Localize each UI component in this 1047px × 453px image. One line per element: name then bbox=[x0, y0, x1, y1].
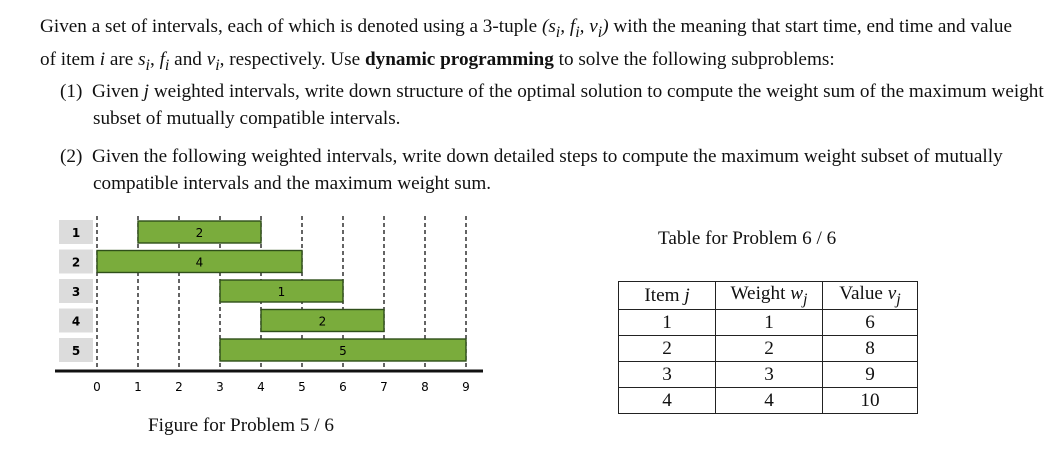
weight-value-table bbox=[618, 281, 918, 414]
row-label: 2 bbox=[71, 255, 81, 270]
table-row bbox=[619, 310, 918, 336]
subproblem-2: (2) Given the following weighted intervals, write down detailed steps to compute the maximum weight subset of mutually compatible intervals and the maximum weight sum. bbox=[60, 146, 1003, 194]
table-cell: 3 bbox=[619, 362, 716, 388]
header-item: Item j bbox=[619, 282, 716, 310]
x-tick-label: 1 bbox=[134, 380, 142, 394]
tuple-notation: ($s_i$, $f_i$, $v_i$) bbox=[541, 16, 609, 41]
table-row bbox=[619, 388, 918, 414]
interval-weight-label: 4 bbox=[195, 255, 204, 270]
row-label: 1 bbox=[71, 226, 81, 240]
dp-emphasis: dynamic programming bbox=[364, 48, 554, 70]
table-cell: 1 bbox=[716, 310, 823, 336]
x-tick-label: 7 bbox=[380, 380, 388, 394]
table-cell: 10 bbox=[823, 388, 918, 414]
x-tick-label: 8 bbox=[421, 380, 429, 394]
interval-weight-label: 1 bbox=[277, 285, 286, 299]
table-cell: 1 bbox=[619, 310, 716, 336]
row-label: 3 bbox=[71, 285, 81, 299]
x-tick-label: 4 bbox=[257, 380, 265, 394]
row-label: 4 bbox=[71, 314, 81, 329]
table-cell: 6 bbox=[823, 310, 918, 336]
table-cell: 4 bbox=[619, 388, 716, 414]
x-tick-label: 2 bbox=[175, 380, 183, 394]
interval-figure bbox=[55, 212, 495, 402]
x-tick-label: 6 bbox=[339, 380, 347, 394]
table-header-row bbox=[619, 282, 918, 310]
interval-weight-label: 5 bbox=[339, 344, 347, 358]
header-weight: Weight $w_j$ bbox=[716, 282, 823, 310]
header-value: Value $v_j$ bbox=[823, 282, 918, 310]
table-cell: 3 bbox=[716, 362, 823, 388]
table-caption: Table for Problem 6 / 6 bbox=[658, 228, 837, 249]
problem-intro: Given a set of intervals, each of which is denoted using a 3-tuple ($s_i$, $f_i$, $v_i$) with the meaning that start time, end time and value of item i are $s_i$, $f_i$ and $v_i$, respectively. Use dynamic programming to solve the following subproblems: bbox=[40, 16, 1012, 74]
x-tick-label: 3 bbox=[216, 380, 224, 394]
interval-weight-label: 2 bbox=[318, 314, 327, 329]
row-label: 5 bbox=[71, 344, 81, 358]
table-cell: 9 bbox=[823, 362, 918, 388]
x-tick-label: 0 bbox=[93, 380, 101, 394]
table-cell: 4 bbox=[716, 388, 823, 414]
figure-caption: Figure for Problem 5 / 6 bbox=[148, 415, 334, 436]
table-cell: 8 bbox=[823, 336, 918, 362]
x-tick-label: 9 bbox=[462, 380, 470, 394]
table-row bbox=[619, 336, 918, 362]
interval-weight-label: 2 bbox=[195, 226, 204, 240]
x-tick-label: 5 bbox=[298, 380, 306, 394]
table-row bbox=[619, 362, 918, 388]
table-cell: 2 bbox=[619, 336, 716, 362]
table-cell: 2 bbox=[716, 336, 823, 362]
subproblem-1: (1) Given j weighted intervals, write down structure of the optimal solution to compute the weight sum of the maximum weight subset of mutually compatible intervals. bbox=[60, 81, 1044, 129]
